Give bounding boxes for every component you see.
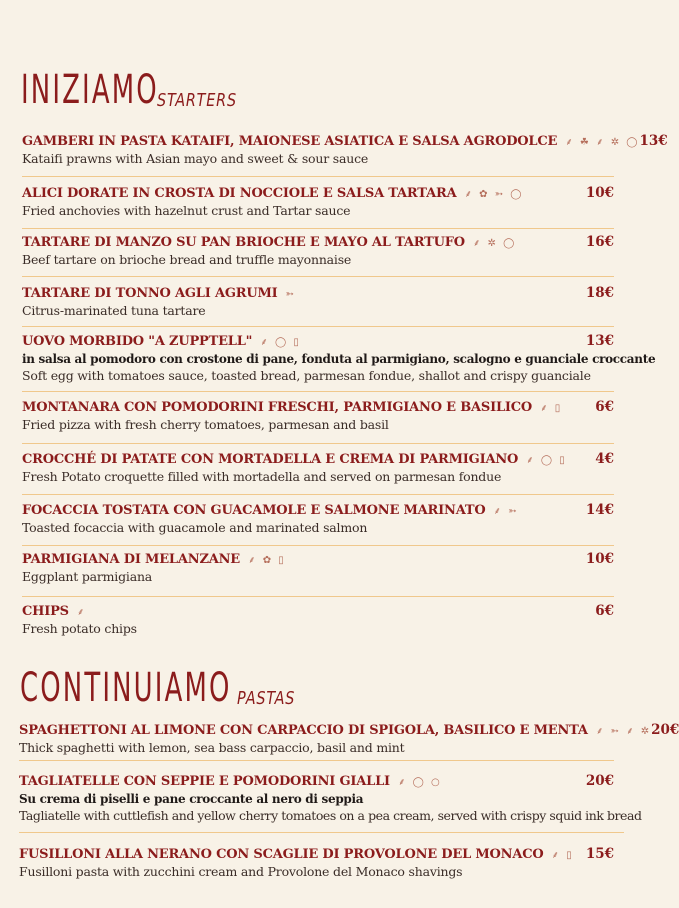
item-name: MONTANARA CON POMODORINI FRESCHI, PARMIGIANO E BASILICO (22, 400, 533, 415)
menu-item (19, 722, 679, 761)
menu-item (19, 846, 614, 886)
item-description: Tagliatelle with cuttlefish and yellow cherry tomatoes on a pea cream, served with crispy squid ink bread (19, 808, 642, 823)
menu-item (22, 133, 668, 177)
item-name: FUSILLONI ALLA NERANO CON SCAGLIE DI PROVOLONE DEL MONACO (19, 847, 544, 862)
item-description: Thick spaghetti with lemon, sea bass carpaccio, basil and mint (19, 740, 405, 755)
item-price: 14€ (585, 502, 614, 518)
item-price: 15€ (585, 846, 614, 862)
item-description: Fried pizza with fresh cherry tomatoes, parmesan and basil (22, 417, 389, 432)
item-name: FOCACCIA TOSTATA CON GUACAMOLE E SALMONE MARINATO (22, 503, 486, 518)
item-price: 10€ (585, 551, 614, 567)
item-description: Fried anchovies with hazelnut crust and Tartar sauce (22, 203, 351, 218)
item-description: Toasted focaccia with guacamole and marinated salmon (22, 520, 368, 535)
item-name: GAMBERI IN PASTA KATAIFI, MAIONESE ASIATICA E SALSA AGRODOLCE (22, 134, 558, 149)
item-name: TAGLIATELLE CON SEPPIE E POMODORINI GIALLI (19, 774, 390, 789)
section-subtitle: PASTAS (236, 688, 296, 709)
item-description: Soft egg with tomatoes sauce, toasted bread, parmesan fondue, shallot and crispy guanciale (22, 368, 591, 383)
item-price: 16€ (585, 234, 614, 250)
menu-item (22, 551, 614, 597)
item-price: 6€ (595, 399, 614, 415)
allergen-icons: ⸙ ▯ (540, 403, 563, 414)
item-italian-description: Su crema di piselli e pane croccante al nero di seppia (19, 792, 364, 806)
item-price: 13€ (639, 133, 668, 149)
allergen-icons: ⸙ ➳ (493, 506, 519, 517)
item-description: Eggplant parmigiana (22, 569, 153, 584)
allergen-icons: ⸙ ✲ ◯ (472, 238, 517, 249)
item-description: Fusilloni pasta with zucchini cream and Provolone del Monaco shavings (19, 864, 463, 879)
section-title: INIZIAMO (21, 67, 159, 113)
allergen-icons: ⸙ ✿ ➳ ◯ (464, 189, 524, 200)
item-name: TARTARE DI MANZO SU PAN BRIOCHE E MAYO AL TARTUFO (22, 235, 465, 250)
item-price: 13€ (585, 333, 614, 349)
menu-item (22, 399, 614, 444)
item-description: Beef tartare on brioche bread and truffle mayonnaise (22, 252, 352, 267)
pastas-section (0, 660, 640, 711)
starters-header (0, 62, 640, 113)
item-price: 18€ (585, 285, 614, 301)
item-name: CROCCHÉ DI PATATE CON MORTADELLA E CREMA DI PARMIGIANO (22, 452, 519, 467)
allergen-icons: ⸙ ◯ ▯ (260, 337, 301, 348)
menu-item (22, 185, 614, 229)
item-price: 20€ (585, 773, 614, 789)
item-description: Fresh Potato croquette filled with mortadella and served on parmesan fondue (22, 469, 502, 484)
section-subtitle: STARTERS (157, 90, 238, 111)
item-name: UOVO MORBIDO "A ZUPPTELL" (22, 334, 253, 349)
item-description: Kataifi prawns with Asian mayo and sweet & sour sauce (22, 151, 369, 166)
menu-item (22, 333, 656, 392)
allergen-icons: ⸙ ✿ ▯ (248, 555, 286, 566)
menu-item (19, 773, 642, 833)
menu-item (22, 285, 614, 327)
allergen-icons: ⸙ ➳ ⸙ ✲ (595, 726, 652, 737)
item-price: 20€ (651, 722, 679, 738)
item-italian-description: in salsa al pomodoro con crostone di pane, fonduta al parmigiano, scalogno e guanciale croccante (22, 352, 656, 366)
item-price: 10€ (585, 185, 614, 201)
starters-section (0, 62, 640, 113)
allergen-icons: ⸙ ▯ (551, 850, 574, 861)
item-name: PARMIGIANA DI MELANZANE (22, 552, 241, 567)
item-name: TARTARE DI TONNO AGLI AGRUMI (22, 286, 278, 301)
item-price: 6€ (595, 603, 614, 619)
menu-item (22, 234, 614, 277)
pastas-header (0, 660, 640, 711)
item-name: ALICI DORATE IN CROSTA DI NOCCIOLE E SALSA TARTARA (22, 186, 457, 201)
allergen-icons: ⸙ ◯ ▯ (526, 455, 567, 466)
allergen-icons: ⸙ (76, 607, 87, 618)
item-name: CHIPS (22, 604, 69, 619)
allergen-icons: ⸙ ☘ ⸙ ✲ ◯ (565, 137, 640, 148)
menu-item (22, 603, 614, 643)
item-description: Fresh potato chips (22, 621, 137, 636)
item-description: Citrus-marinated tuna tartare (22, 303, 206, 318)
item-name: SPAGHETTONI AL LIMONE CON CARPACCIO DI SPIGOLA, BASILICO E MENTA (19, 723, 588, 738)
item-price: 4€ (595, 451, 614, 467)
allergen-icons: ⸙ ◯ ○ (397, 777, 442, 788)
menu-item (22, 451, 614, 495)
section-title: CONTINUIAMO (20, 665, 232, 711)
allergen-icons: ➳ (285, 289, 296, 300)
menu-item (22, 502, 614, 546)
